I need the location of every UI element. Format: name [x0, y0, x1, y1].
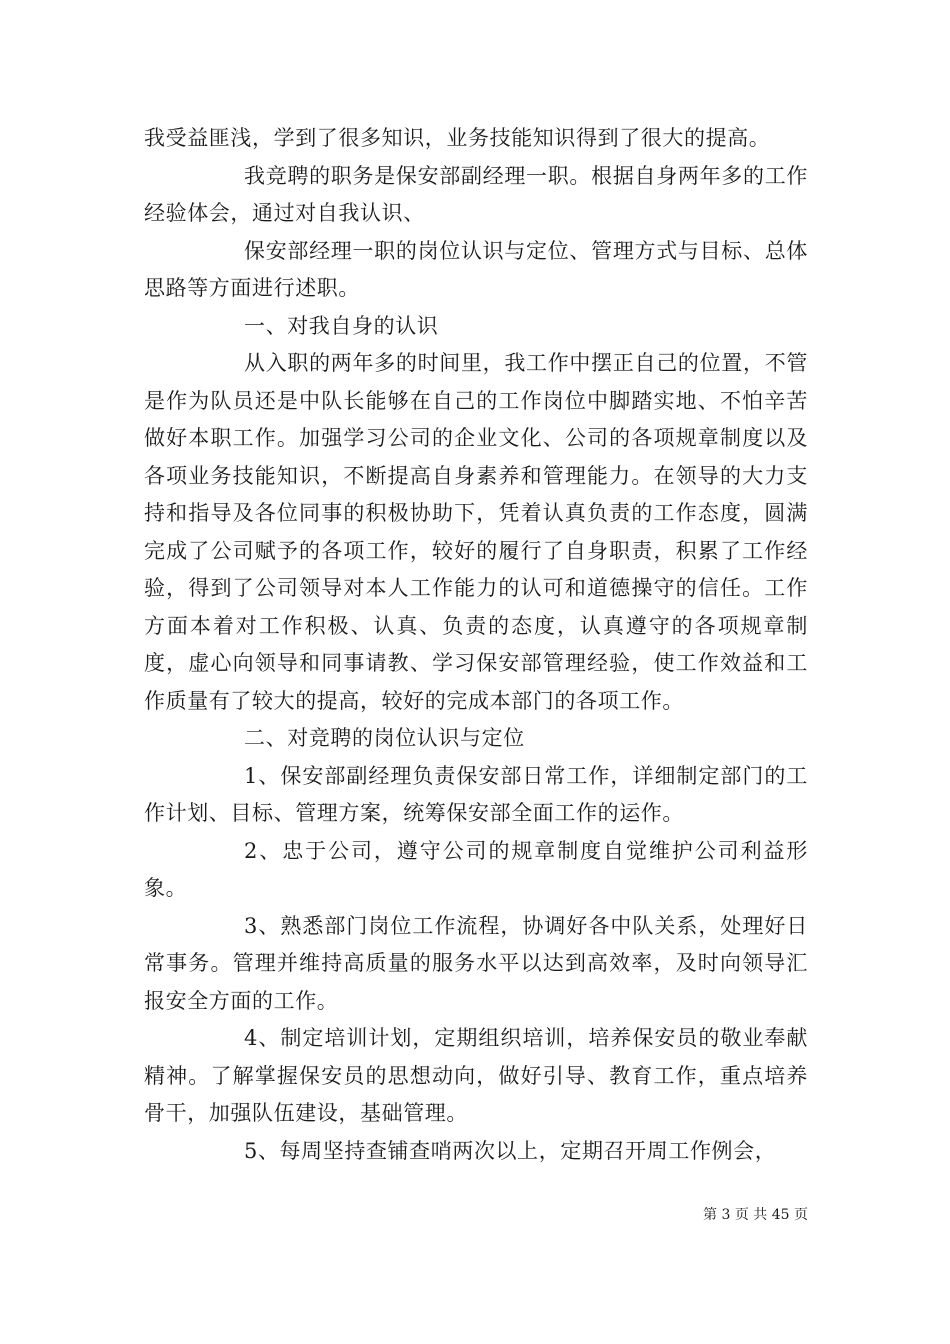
- list-item-5: 5、每周坚持查铺查哨两次以上，定期召开周工作例会，: [244, 1138, 777, 1163]
- list-item-1: 1、保安部副经理负责保安部日常工作，详细制定部门的工作计划、目标、管理方案，统筹保安部全面工作的运作。: [144, 763, 808, 825]
- paragraph-3: 保安部经理一职的岗位认识与定位、管理方式与目标、总体思路等方面进行述职。: [144, 238, 808, 300]
- document-body: [144, 120, 808, 1170]
- list-item-3: 3、熟悉部门岗位工作流程，协调好各中队关系，处理好日常事务。管理并维持高质量的服务水平以达到高效率，及时向领导汇报安全方面的工作。: [144, 913, 808, 1013]
- page-number-footer: 第 3 页 共 45 页: [703, 1207, 808, 1223]
- section-heading-1: 一、对我自身的认识: [244, 313, 439, 338]
- section-heading-2: 二、对竞聘的岗位认识与定位: [244, 726, 525, 750]
- list-item-2: 2、忠于公司，遵守公司的规章制度自觉维护公司利益形象。: [144, 838, 808, 900]
- paragraph-2: 我竞聘的职务是保安部副经理一职。根据自身两年多的工作经验体会，通过对自我认识、: [144, 163, 808, 225]
- paragraph-1: 我受益匪浅，学到了很多知识，业务技能知识得到了很大的提高。: [144, 126, 771, 150]
- paragraph-5: 从入职的两年多的时间里，我工作中摆正自己的位置，不管是作为队员还是中队长能够在自己的工作岗位中脚踏实地、不怕辛苦做好本职工作。加强学习公司的企业文化、公司的各项规章制度以及各项业务技能知识，不断提高自身素养和管理能力。在领导的大力支持和指导及各位同事的积极协助下，凭着认真负责的工作态度，圆满完成了公司赋予的各项工作，较好的履行了自身职责，积累了工作经验，得到了公司领导对本人工作能力的认可和道德操守的信任。工作方面本着对工作积极、认真、负责的态度，认真遵守的各项规章制度，虚心向领导和同事请教、学习保安部管理经验，使工作效益和工作质量有了较大的提高，较好的完成本部门的各项工作。: [144, 351, 808, 713]
- list-item-4: 4、制定培训计划，定期组织培训，培养保安员的敬业奉献精神。了解掌握保安员的思想动向，做好引导、教育工作，重点培养骨干，加强队伍建设，基础管理。: [144, 1026, 808, 1125]
